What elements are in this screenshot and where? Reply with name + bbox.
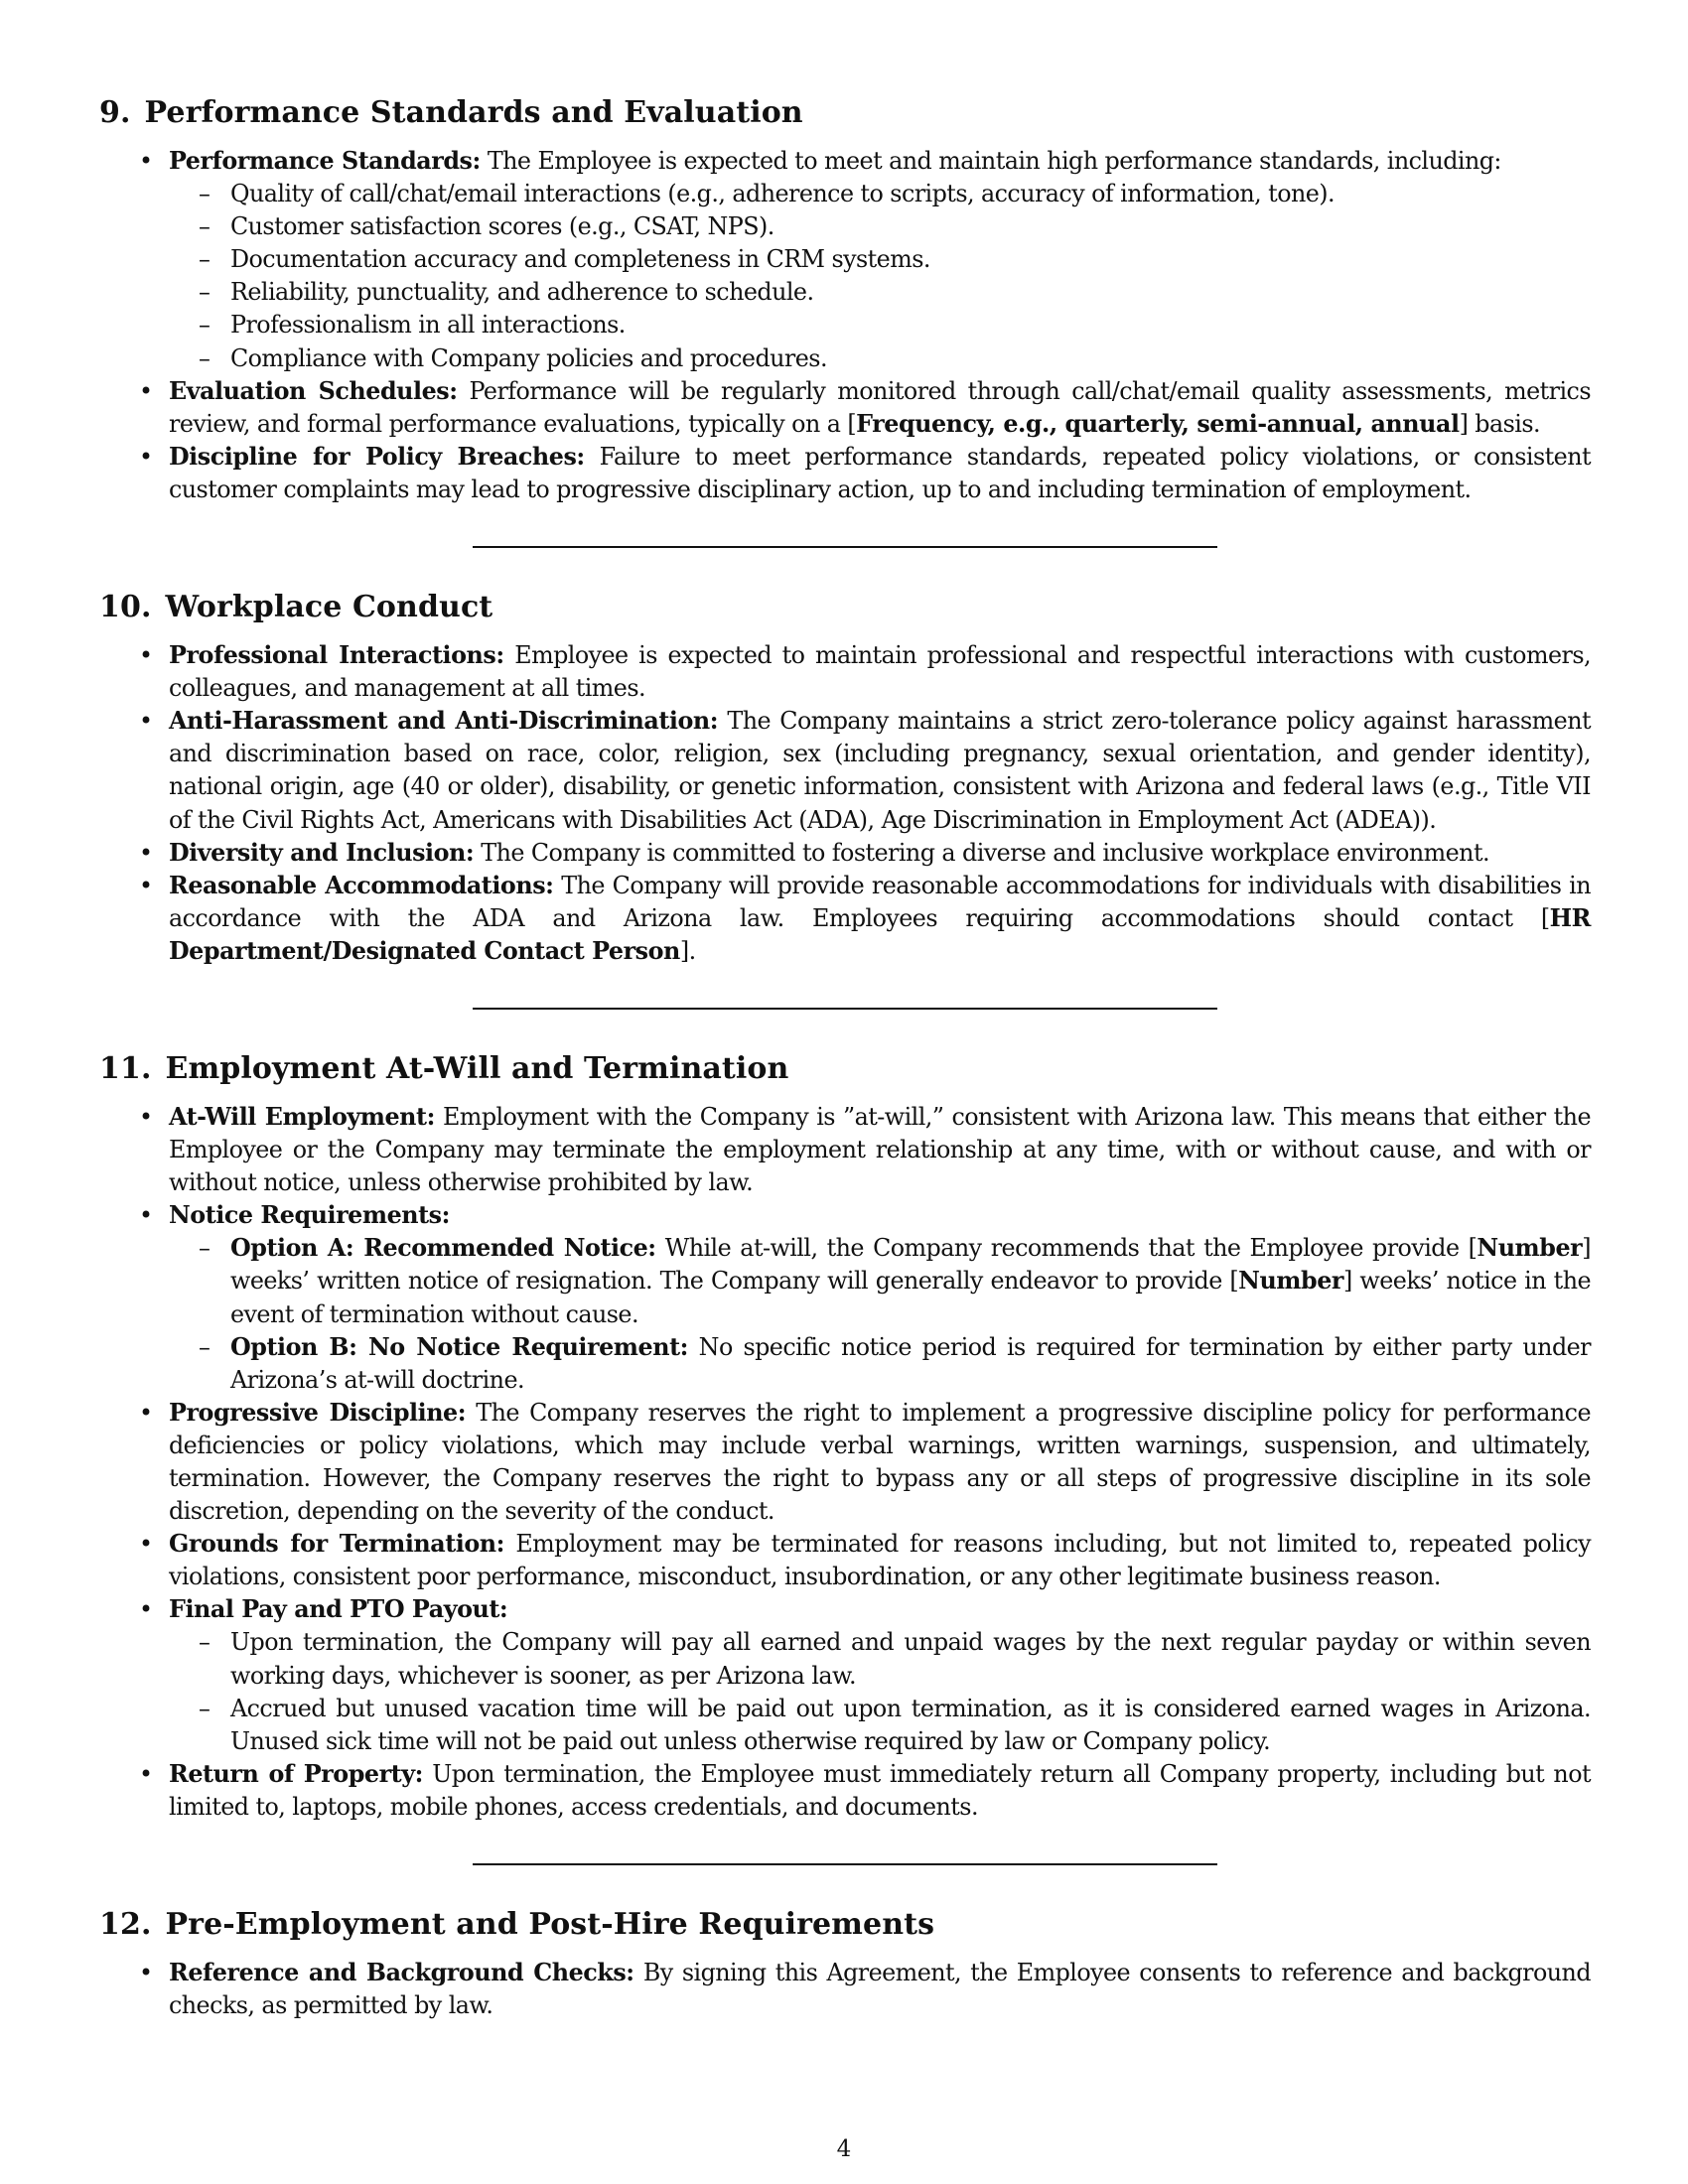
list-item xyxy=(99,870,1591,968)
section-11 xyxy=(99,1049,1591,1824)
list-item xyxy=(99,705,1591,836)
list-item xyxy=(99,441,1591,506)
sub-item: – Upon termination, the Company will pay all earned and unpaid wages by the next regular payday or within seven working days, whichever is sooner, as per Arizona law. xyxy=(169,1626,1591,1692)
placeholder-text: HR Department/Designated Contact Person xyxy=(169,903,1591,965)
item-label: At-Will Employment: xyxy=(169,1102,435,1131)
page-number: 4 xyxy=(836,2136,852,2162)
item-text: ]. xyxy=(679,936,696,965)
item-text: Employment may be terminated for reasons including, but not limited to, repeated policy violations, consistent poor performance, misconduct, insubordination, or any other legitimate business reason. xyxy=(169,1530,1592,1591)
item-label: Evaluation Schedules: xyxy=(169,376,458,405)
list-item xyxy=(99,1957,1591,2022)
list-item xyxy=(99,1593,1591,1757)
item-text: By signing this Agreement, the Employee consents to reference and background checks, as permitted by law. xyxy=(169,1959,1592,2020)
section-number: 9. xyxy=(99,95,131,130)
section-heading xyxy=(99,588,1591,627)
list-item xyxy=(99,1528,1591,1593)
section-heading xyxy=(99,1049,1591,1089)
item-label: Professional Interactions: xyxy=(169,641,504,670)
item-label: Reasonable Accommodations: xyxy=(169,871,554,899)
item-text: The Company is committed to fostering a diverse and inclusive workplace environment. xyxy=(474,838,1489,867)
list-item xyxy=(99,1397,1591,1528)
list-item xyxy=(99,375,1591,441)
placeholder-text: Number xyxy=(1238,1267,1344,1296)
document-body xyxy=(99,93,1591,2022)
list-item xyxy=(99,1199,1591,1397)
sub-item: – Professionalism in all interactions. xyxy=(169,309,1591,341)
item-label: Discipline for Policy Breaches: xyxy=(169,442,585,471)
item-text: ] weeks’ written notice of resignation. The Company will generally endeavor to provide [ xyxy=(230,1234,1591,1296)
sub-item xyxy=(169,1232,1591,1330)
item-text: Employee is expected to maintain professional and respectful interactions with customers, colleagues, and management at all times. xyxy=(169,641,1591,703)
list-item xyxy=(99,837,1591,870)
section-number: 12. xyxy=(99,1907,152,1943)
item-text: The Employee is expected to meet and maintain high performance standards, including: xyxy=(480,147,1501,175)
section-heading xyxy=(99,93,1591,133)
item-text: Performance will be regularly monitored through call/chat/email quality assessments, metrics review, and formal performance evaluations, typically on a [ xyxy=(169,376,1591,438)
sub-item: – Compliance with Company policies and procedures. xyxy=(169,342,1591,375)
item-label: Option B: No Notice Requirement: xyxy=(230,1332,688,1361)
sub-list xyxy=(169,1626,1591,1757)
horizontal-divider xyxy=(473,1863,1217,1865)
bullet-list xyxy=(99,1957,1591,2022)
item-label: Diversity and Inclusion: xyxy=(169,838,475,867)
item-label: Grounds for Termination: xyxy=(169,1530,504,1559)
item-label: Reference and Background Checks: xyxy=(169,1959,634,1987)
item-label: Performance Standards: xyxy=(169,147,481,175)
item-text: ] weeks’ notice in the event of termination without cause. xyxy=(230,1267,1591,1328)
item-label: Option A: Recommended Notice: xyxy=(230,1234,656,1263)
item-label: Return of Property: xyxy=(169,1759,423,1788)
section-number: 10. xyxy=(99,590,152,625)
sub-item: – Reliability, punctuality, and adherence to schedule. xyxy=(169,276,1591,309)
item-text: ] basis. xyxy=(1459,409,1541,438)
item-label: Notice Requirements: xyxy=(169,1201,450,1230)
section-number: 11. xyxy=(99,1050,152,1086)
list-item xyxy=(99,1101,1591,1199)
list-item xyxy=(99,639,1591,705)
sub-item: – Customer satisfaction scores (e.g., CSAT, NPS). xyxy=(169,210,1591,243)
section-12 xyxy=(99,1905,1591,2022)
sub-list xyxy=(169,1232,1591,1396)
item-label: Anti-Harassment and Anti-Discrimination: xyxy=(169,707,719,736)
sub-item: – Quality of call/chat/email interactions (e.g., adherence to scripts, accuracy of information, tone). xyxy=(169,178,1591,210)
item-text: The Company reserves the right to implement a progressive discipline policy for performance deficiencies or policy violations, which may include verbal warnings, written warnings, suspension, and ultimately, termination. However, the Company reserves the right to bypass any or all steps of progressive discipline in its sole discretion, depending on the severity of the conduct. xyxy=(169,1398,1591,1526)
item-text: Failure to meet performance standards, repeated policy violations, or consistent customer complaints may lead to progressive disciplinary action, up to and including termination of employment. xyxy=(169,442,1591,503)
section-heading xyxy=(99,1905,1591,1945)
bullet-list xyxy=(99,145,1591,506)
item-label: Progressive Discipline: xyxy=(169,1398,467,1427)
horizontal-divider xyxy=(473,1008,1217,1010)
list-item xyxy=(99,145,1591,375)
placeholder-text: Frequency, e.g., quarterly, semi-annual, annual xyxy=(856,409,1460,438)
item-text: Upon termination, the Employee must immediately return all Company property, including but not limited to, laptops, mobile phones, access credentials, and documents. xyxy=(169,1759,1592,1821)
section-10 xyxy=(99,588,1591,968)
item-text: While at-will, the Company recommends that the Employee provide [ xyxy=(655,1234,1477,1263)
sub-item xyxy=(169,1331,1591,1397)
horizontal-divider xyxy=(473,546,1217,548)
bullet-list xyxy=(99,639,1591,968)
item-text: The Company will provide reasonable accommodations for individuals with disabilities in accordance with the ADA and Arizona law. Employees requiring accommodations should contact [ xyxy=(169,871,1591,932)
section-title: Performance Standards and Evaluation xyxy=(144,95,803,130)
bullet-list xyxy=(99,1101,1591,1824)
sub-list xyxy=(169,178,1591,375)
item-text: Employment with the Company is ”at-will,” consistent with Arizona law. This means that either the Employee or the Company may terminate the employment relationship at any time, with or without cause, and with or without notice, unless otherwise prohibited by law. xyxy=(169,1102,1591,1197)
section-title: Workplace Conduct xyxy=(165,590,493,625)
item-text: The Company maintains a strict zero-tolerance policy against harassment and discrimination based on race, color, religion, sex (including pregnancy, sexual orientation, and gender identity), national origin, age (40 or older), disability, or genetic information, consistent with Arizona and federal laws (e.g., Title VII of the Civil Rights Act, Americans with Disabilities Act (ADA), Age Discrimination in Employment Act (ADEA)). xyxy=(169,707,1592,834)
section-title: Pre-Employment and Post-Hire Requirements xyxy=(165,1907,935,1943)
item-text: No specific notice period is required for termination by either party under Arizona’s at-will doctrine. xyxy=(230,1332,1591,1394)
sub-item: – Documentation accuracy and completeness in CRM systems. xyxy=(169,243,1591,276)
placeholder-text: Number xyxy=(1477,1234,1583,1263)
section-9 xyxy=(99,93,1591,506)
list-item xyxy=(99,1758,1591,1824)
section-title: Employment At-Will and Termination xyxy=(165,1050,789,1086)
item-label: Final Pay and PTO Payout: xyxy=(169,1595,508,1624)
sub-item: – Accrued but unused vacation time will be paid out upon termination, as it is considered earned wages in Arizona. Unused sick time will not be paid out unless otherwise required by law or Company policy. xyxy=(169,1693,1591,1758)
